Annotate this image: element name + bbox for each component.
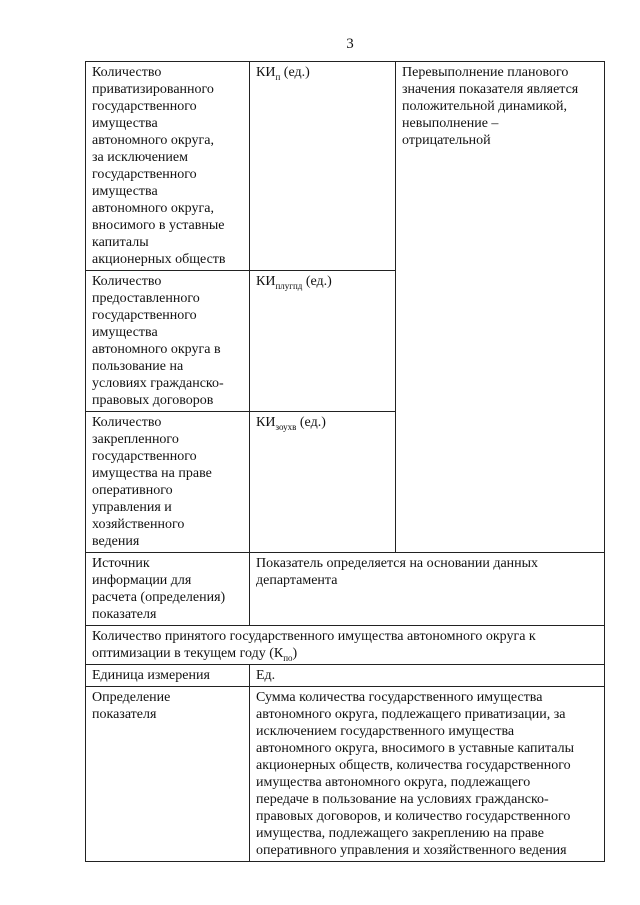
text-line: информации для — [92, 573, 192, 588]
symbol-base: КИ — [256, 415, 276, 430]
source-label-cell — [86, 553, 250, 626]
table-row — [86, 687, 605, 862]
symbol-subscript: зоухв — [275, 421, 297, 432]
symbol-unit: (ед.) — [302, 274, 332, 289]
text-line: Сумма количества государственного имущества — [256, 690, 543, 705]
text-line: автономного округа, вносимого в уставные капиталы — [256, 741, 575, 756]
text-line: автономного округа в — [92, 342, 221, 357]
unit-label: Единица измерения — [92, 668, 210, 683]
text-line: передаче в пользование на условиях гражданско- — [256, 792, 549, 807]
text-line: исключением государственного имущества — [256, 724, 515, 739]
text-line: хозяйственного — [92, 517, 185, 532]
text-line: оперативного — [92, 483, 173, 498]
text-line: Источник — [92, 556, 150, 571]
text-line: капиталы — [92, 235, 149, 250]
assessment-cell — [396, 62, 605, 553]
indicator-symbol-cell — [250, 62, 396, 271]
indicator-name-cell — [86, 62, 250, 271]
text-line: государственного — [92, 308, 197, 323]
text-line: ведения — [92, 534, 140, 549]
text-line: акционерных обществ — [92, 252, 226, 267]
text-line: отрицательной — [402, 133, 491, 148]
text-line: приватизированного — [92, 82, 214, 97]
section-title-subscript: по — [283, 652, 293, 663]
text-line: правовых договоров, и количество государственного — [256, 809, 571, 824]
unit-value: Ед. — [256, 668, 276, 683]
indicator-symbol-cell — [250, 412, 396, 553]
text-line: Перевыполнение планового — [402, 65, 569, 80]
text-line: государственного — [92, 99, 197, 114]
text-line: оперативного управления и хозяйственного ведения — [256, 843, 567, 858]
section-title-line: Количество принятого государственного имущества автономного округа к — [92, 629, 536, 644]
text-line: имущества на праве — [92, 466, 212, 481]
section-title-cell — [86, 626, 605, 665]
text-line: Количество — [92, 65, 162, 80]
symbol-subscript: п — [275, 71, 281, 82]
text-line: показателя — [92, 607, 157, 622]
text-line: государственного — [92, 167, 197, 182]
text-line: имущества — [92, 325, 158, 340]
text-line: условиях гражданско- — [92, 376, 224, 391]
section-title-prefix: оптимизации в текущем году (К — [92, 646, 284, 661]
definition-label-cell — [86, 687, 250, 862]
symbol-base: КИ — [256, 65, 276, 80]
text-line: невыполнение – — [402, 116, 499, 131]
symbol-unit: (ед.) — [296, 415, 326, 430]
unit-value-cell — [250, 665, 605, 687]
text-line: Показатель определяется на основании данных — [256, 556, 539, 571]
text-line: управления и — [92, 500, 172, 515]
table-row — [86, 62, 605, 271]
section-title-line — [92, 645, 600, 662]
text-line: за исключением — [92, 150, 188, 165]
text-line: государственного — [92, 449, 197, 464]
unit-label-cell — [86, 665, 250, 687]
text-line: предоставленного — [92, 291, 200, 306]
text-line: Количество — [92, 415, 162, 430]
text-line: имущества автономного округа, подлежащего — [256, 775, 531, 790]
text-line: имущества — [92, 116, 158, 131]
source-value-cell — [250, 553, 605, 626]
indicator-name-cell — [86, 271, 250, 412]
text-line: имущества — [92, 184, 158, 199]
text-line: автономного округа, — [92, 201, 214, 216]
text-line: правовых договоров — [92, 393, 214, 408]
text-line: расчета (определения) — [92, 590, 226, 605]
text-line: пользование на — [92, 359, 184, 374]
indicator-table — [85, 61, 605, 862]
text-line: значения показателя является — [402, 82, 579, 97]
table-row — [86, 665, 605, 687]
text-line: Определение — [92, 690, 171, 705]
text-line: показателя — [92, 707, 157, 722]
section-title-suffix: ) — [292, 646, 298, 661]
text-line: акционерных обществ, количества государственного — [256, 758, 571, 773]
indicator-symbol-cell — [250, 271, 396, 412]
text-line: автономного округа, подлежащего приватизации, за — [256, 707, 566, 722]
symbol-subscript: плугпд — [275, 280, 303, 291]
symbol-base: КИ — [256, 274, 276, 289]
text-line: автономного округа, — [92, 133, 214, 148]
text-line: имущества, подлежащего закреплению на праве — [256, 826, 544, 841]
text-line: закрепленного — [92, 432, 179, 447]
table-row — [86, 626, 605, 665]
definition-value-cell — [250, 687, 605, 862]
text-line: вносимого в уставные — [92, 218, 225, 233]
symbol-unit: (ед.) — [280, 65, 310, 80]
text-line: положительной динамикой, — [402, 99, 568, 114]
indicator-name-cell — [86, 412, 250, 553]
text-line: департамента — [256, 573, 338, 588]
table-row — [86, 553, 605, 626]
page-number: 3 — [346, 36, 354, 52]
text-line: Количество — [92, 274, 162, 289]
